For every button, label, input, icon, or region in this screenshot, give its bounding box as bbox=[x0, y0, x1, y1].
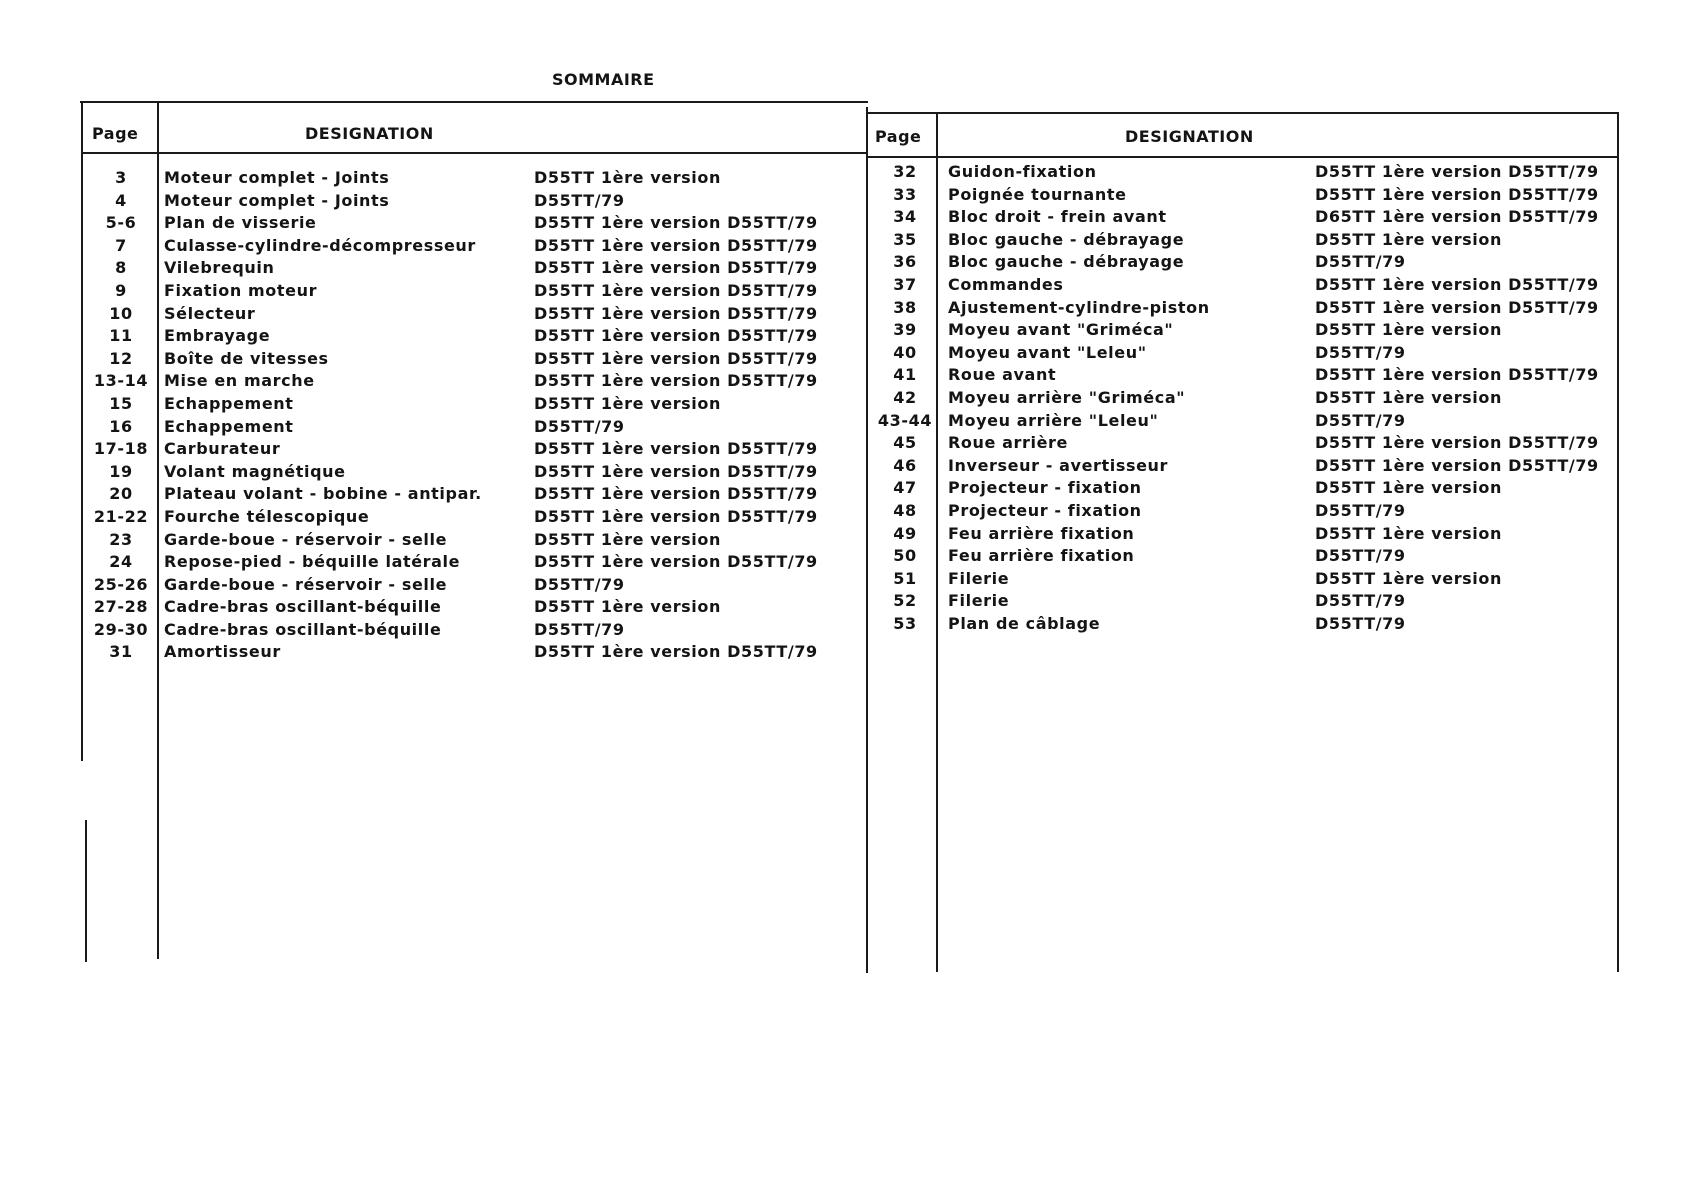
row-designation: Moyeu avant "Leleu" bbox=[948, 342, 1147, 362]
row-version: D55TT 1ère version bbox=[534, 597, 721, 617]
row-designation: Guidon-fixation bbox=[948, 162, 1097, 181]
row-designation: Moteur complet - Joints bbox=[164, 190, 390, 210]
table-center-divider bbox=[866, 107, 868, 973]
row-version: D55TT 1ère version bbox=[1315, 320, 1502, 340]
row-version: D55TT 1ère version bbox=[1315, 478, 1502, 498]
table-row bbox=[86, 257, 866, 280]
table-row bbox=[86, 551, 866, 574]
row-page-number: 5-6 bbox=[105, 213, 137, 233]
row-version: D55TT/79 bbox=[534, 416, 625, 436]
row-version: D55TT/79 bbox=[1315, 613, 1406, 633]
row-designation: Volant magnétique bbox=[164, 461, 346, 481]
row-designation: Poignée tournante bbox=[948, 184, 1127, 204]
table-row bbox=[86, 619, 866, 642]
row-page-number: 3 bbox=[115, 168, 127, 187]
row-version: D55TT/79 bbox=[1315, 500, 1406, 520]
row-page-number: 11 bbox=[109, 326, 133, 346]
row-page-number: 7 bbox=[115, 235, 127, 255]
table-row bbox=[870, 432, 1615, 455]
row-page-number: 45 bbox=[893, 433, 917, 453]
row-version: D55TT 1ère version bbox=[534, 168, 721, 187]
row-designation: Projecteur - fixation bbox=[948, 500, 1142, 520]
table-row bbox=[86, 167, 866, 190]
row-version: D55TT/79 bbox=[1315, 591, 1406, 611]
table-row bbox=[870, 229, 1615, 252]
row-designation: Embrayage bbox=[164, 326, 271, 346]
row-designation: Fourche télescopique bbox=[164, 506, 370, 526]
left-table-left-border-lower bbox=[85, 820, 87, 962]
row-page-number: 35 bbox=[893, 229, 917, 249]
row-page-number: 25-26 bbox=[93, 574, 149, 594]
row-version: D55TT/79 bbox=[1315, 342, 1406, 362]
row-designation: Fixation moteur bbox=[164, 280, 318, 300]
row-designation: Vilebrequin bbox=[164, 258, 275, 278]
row-version: D55TT 1ère version D55TT/79 bbox=[1315, 455, 1599, 475]
row-page-number: 40 bbox=[893, 342, 917, 362]
row-designation: Plan de visserie bbox=[164, 213, 317, 233]
table-row bbox=[870, 274, 1615, 297]
row-version: D55TT 1ère version D55TT/79 bbox=[534, 258, 818, 278]
row-version: D55TT 1ère version bbox=[1315, 568, 1502, 588]
row-page-number: 47 bbox=[893, 478, 917, 498]
table-row bbox=[86, 370, 866, 393]
table-row bbox=[870, 410, 1615, 433]
row-designation: Moyeu arrière "Leleu" bbox=[948, 410, 1159, 430]
row-page-number: 10 bbox=[109, 303, 133, 323]
row-designation: Filerie bbox=[948, 591, 1010, 611]
row-page-number: 42 bbox=[893, 387, 917, 407]
row-designation: Feu arrière fixation bbox=[948, 546, 1135, 566]
row-page-number: 12 bbox=[109, 348, 133, 368]
row-designation: Bloc droit - frein avant bbox=[948, 207, 1167, 227]
table-row bbox=[870, 251, 1615, 274]
right-table-right-border bbox=[1617, 112, 1619, 972]
row-designation: Garde-boue - réservoir - selle bbox=[164, 529, 448, 549]
row-designation: Mise en marche bbox=[164, 371, 315, 391]
row-designation: Culasse-cylindre-décompresseur bbox=[164, 235, 476, 255]
row-page-number: 50 bbox=[893, 546, 917, 566]
row-designation: Echappement bbox=[164, 393, 294, 413]
row-version: D55TT 1ère version D55TT/79 bbox=[1315, 162, 1599, 181]
row-page-number: 15 bbox=[109, 393, 133, 413]
row-version: D55TT 1ère version D55TT/79 bbox=[534, 439, 818, 459]
row-page-number: 37 bbox=[893, 274, 917, 294]
row-page-number: 53 bbox=[893, 613, 917, 633]
table-row bbox=[86, 235, 866, 258]
table-row bbox=[86, 641, 866, 664]
row-version: D55TT 1ère version D55TT/79 bbox=[534, 348, 818, 368]
row-page-number: 29-30 bbox=[93, 619, 149, 639]
row-page-number: 20 bbox=[109, 484, 133, 504]
row-version: D55TT/79 bbox=[1315, 252, 1406, 272]
row-version: D55TT 1ère version D55TT/79 bbox=[1315, 297, 1599, 317]
row-page-number: 21-22 bbox=[93, 506, 149, 526]
row-designation: Feu arrière fixation bbox=[948, 523, 1135, 543]
left-table-left-border bbox=[81, 101, 83, 761]
row-page-number: 8 bbox=[115, 258, 127, 278]
table-row bbox=[86, 461, 866, 484]
row-page-number: 33 bbox=[893, 184, 917, 204]
table-row bbox=[870, 206, 1615, 229]
row-designation: Filerie bbox=[948, 568, 1010, 588]
table-row bbox=[86, 438, 866, 461]
row-page-number: 51 bbox=[893, 568, 917, 588]
table-row bbox=[870, 590, 1615, 613]
table-row bbox=[86, 574, 866, 597]
left-table-body bbox=[86, 167, 866, 664]
row-designation: Plan de câblage bbox=[948, 613, 1101, 633]
row-designation: Projecteur - fixation bbox=[948, 478, 1142, 498]
right-header-page: Page bbox=[875, 127, 922, 146]
row-page-number: 13-14 bbox=[93, 371, 149, 391]
table-row bbox=[870, 455, 1615, 478]
row-version: D55TT 1ère version D55TT/79 bbox=[534, 642, 818, 662]
table-row bbox=[86, 483, 866, 506]
left-table-header-divider bbox=[82, 152, 868, 154]
row-designation: Moyeu arrière "Griméca" bbox=[948, 387, 1186, 407]
row-page-number: 34 bbox=[893, 207, 917, 227]
row-version: D55TT 1ère version D55TT/79 bbox=[534, 326, 818, 346]
row-version: D55TT 1ère version D55TT/79 bbox=[1315, 184, 1599, 204]
row-version: D55TT 1ère version bbox=[1315, 229, 1502, 249]
row-designation: Cadre-bras oscillant-béquille bbox=[164, 597, 442, 617]
row-version: D55TT 1ère version D55TT/79 bbox=[534, 371, 818, 391]
row-page-number: 24 bbox=[109, 552, 133, 572]
table-row bbox=[86, 596, 866, 619]
row-designation: Moyeu avant "Griméca" bbox=[948, 320, 1174, 340]
table-row bbox=[870, 387, 1615, 410]
row-version: D55TT 1ère version D55TT/79 bbox=[1315, 365, 1599, 385]
table-row bbox=[86, 506, 866, 529]
row-designation: Plateau volant - bobine - antipar. bbox=[164, 484, 482, 504]
row-version: D55TT 1ère version D55TT/79 bbox=[534, 303, 818, 323]
page-title: SOMMAIRE bbox=[552, 70, 655, 89]
row-designation: Ajustement-cylindre-piston bbox=[948, 297, 1210, 317]
table-row bbox=[86, 325, 866, 348]
row-version: D55TT 1ère version bbox=[1315, 523, 1502, 543]
table-row bbox=[86, 529, 866, 552]
row-version: D55TT/79 bbox=[534, 190, 625, 210]
left-table-top-border bbox=[80, 101, 868, 103]
table-row bbox=[870, 342, 1615, 365]
row-page-number: 23 bbox=[109, 529, 133, 549]
row-designation: Echappement bbox=[164, 416, 294, 436]
table-row bbox=[870, 297, 1615, 320]
right-table-body bbox=[870, 161, 1615, 635]
table-row bbox=[86, 416, 866, 439]
row-page-number: 16 bbox=[109, 416, 133, 436]
table-row bbox=[870, 319, 1615, 342]
row-designation: Carburateur bbox=[164, 439, 281, 459]
row-version: D55TT 1ère version bbox=[534, 529, 721, 549]
right-header-designation: DESIGNATION bbox=[1125, 127, 1254, 146]
row-page-number: 41 bbox=[893, 365, 917, 385]
row-page-number: 43-44 bbox=[877, 410, 933, 430]
table-row bbox=[86, 393, 866, 416]
table-row bbox=[86, 348, 866, 371]
row-page-number: 52 bbox=[893, 591, 917, 611]
row-page-number: 49 bbox=[893, 523, 917, 543]
row-designation: Commandes bbox=[948, 274, 1064, 294]
row-designation: Inverseur - avertisseur bbox=[948, 455, 1169, 475]
right-table-header-divider bbox=[868, 156, 1619, 158]
row-version: D55TT/79 bbox=[1315, 546, 1406, 566]
row-page-number: 36 bbox=[893, 252, 917, 272]
table-row bbox=[870, 568, 1615, 591]
row-designation: Garde-boue - réservoir - selle bbox=[164, 574, 448, 594]
table-row bbox=[870, 500, 1615, 523]
row-designation: Bloc gauche - débrayage bbox=[948, 252, 1185, 272]
table-row bbox=[86, 190, 866, 213]
row-page-number: 9 bbox=[115, 280, 127, 300]
table-row bbox=[870, 161, 1615, 184]
row-designation: Roue arrière bbox=[948, 433, 1068, 453]
row-version: D55TT 1ère version bbox=[1315, 387, 1502, 407]
row-page-number: 39 bbox=[893, 320, 917, 340]
table-row bbox=[870, 545, 1615, 568]
row-designation: Boîte de vitesses bbox=[164, 348, 329, 368]
table-row bbox=[870, 184, 1615, 207]
row-page-number: 19 bbox=[109, 461, 133, 481]
row-version: D55TT 1ère version D55TT/79 bbox=[534, 506, 818, 526]
row-page-number: 4 bbox=[115, 190, 127, 210]
row-page-number: 27-28 bbox=[93, 597, 149, 617]
row-page-number: 31 bbox=[109, 642, 133, 662]
table-row bbox=[86, 303, 866, 326]
row-version: D55TT 1ère version D55TT/79 bbox=[534, 484, 818, 504]
row-version: D55TT 1ère version D55TT/79 bbox=[534, 552, 818, 572]
row-version: D55TT 1ère version bbox=[534, 393, 721, 413]
row-version: D55TT 1ère version D55TT/79 bbox=[534, 280, 818, 300]
row-version: D55TT 1ère version D55TT/79 bbox=[534, 213, 818, 233]
row-page-number: 48 bbox=[893, 500, 917, 520]
row-version: D55TT/79 bbox=[534, 619, 625, 639]
table-row bbox=[870, 613, 1615, 636]
table-row bbox=[86, 280, 866, 303]
row-version: D55TT 1ère version D55TT/79 bbox=[534, 235, 818, 255]
right-table-top-border bbox=[868, 112, 1619, 114]
row-designation: Moteur complet - Joints bbox=[164, 168, 390, 187]
table-row bbox=[870, 523, 1615, 546]
table-row bbox=[86, 212, 866, 235]
table-row bbox=[870, 364, 1615, 387]
row-page-number: 38 bbox=[893, 297, 917, 317]
row-version: D55TT 1ère version D55TT/79 bbox=[534, 461, 818, 481]
row-version: D55TT/79 bbox=[1315, 410, 1406, 430]
row-designation: Sélecteur bbox=[164, 303, 256, 323]
left-header-page: Page bbox=[92, 124, 139, 143]
row-designation: Repose-pied - béquille latérale bbox=[164, 552, 461, 572]
row-page-number: 32 bbox=[893, 162, 917, 181]
row-version: D55TT/79 bbox=[534, 574, 625, 594]
row-version: D55TT 1ère version D55TT/79 bbox=[1315, 274, 1599, 294]
row-page-number: 17-18 bbox=[93, 439, 149, 459]
row-designation: Amortisseur bbox=[164, 642, 281, 662]
row-designation: Cadre-bras oscillant-béquille bbox=[164, 619, 442, 639]
row-page-number: 46 bbox=[893, 455, 917, 475]
row-version: D55TT 1ère version D55TT/79 bbox=[1315, 433, 1599, 453]
row-designation: Bloc gauche - débrayage bbox=[948, 229, 1185, 249]
table-row bbox=[870, 477, 1615, 500]
left-header-designation: DESIGNATION bbox=[305, 124, 434, 143]
row-designation: Roue avant bbox=[948, 365, 1057, 385]
row-version: D65TT 1ère version D55TT/79 bbox=[1315, 207, 1599, 227]
